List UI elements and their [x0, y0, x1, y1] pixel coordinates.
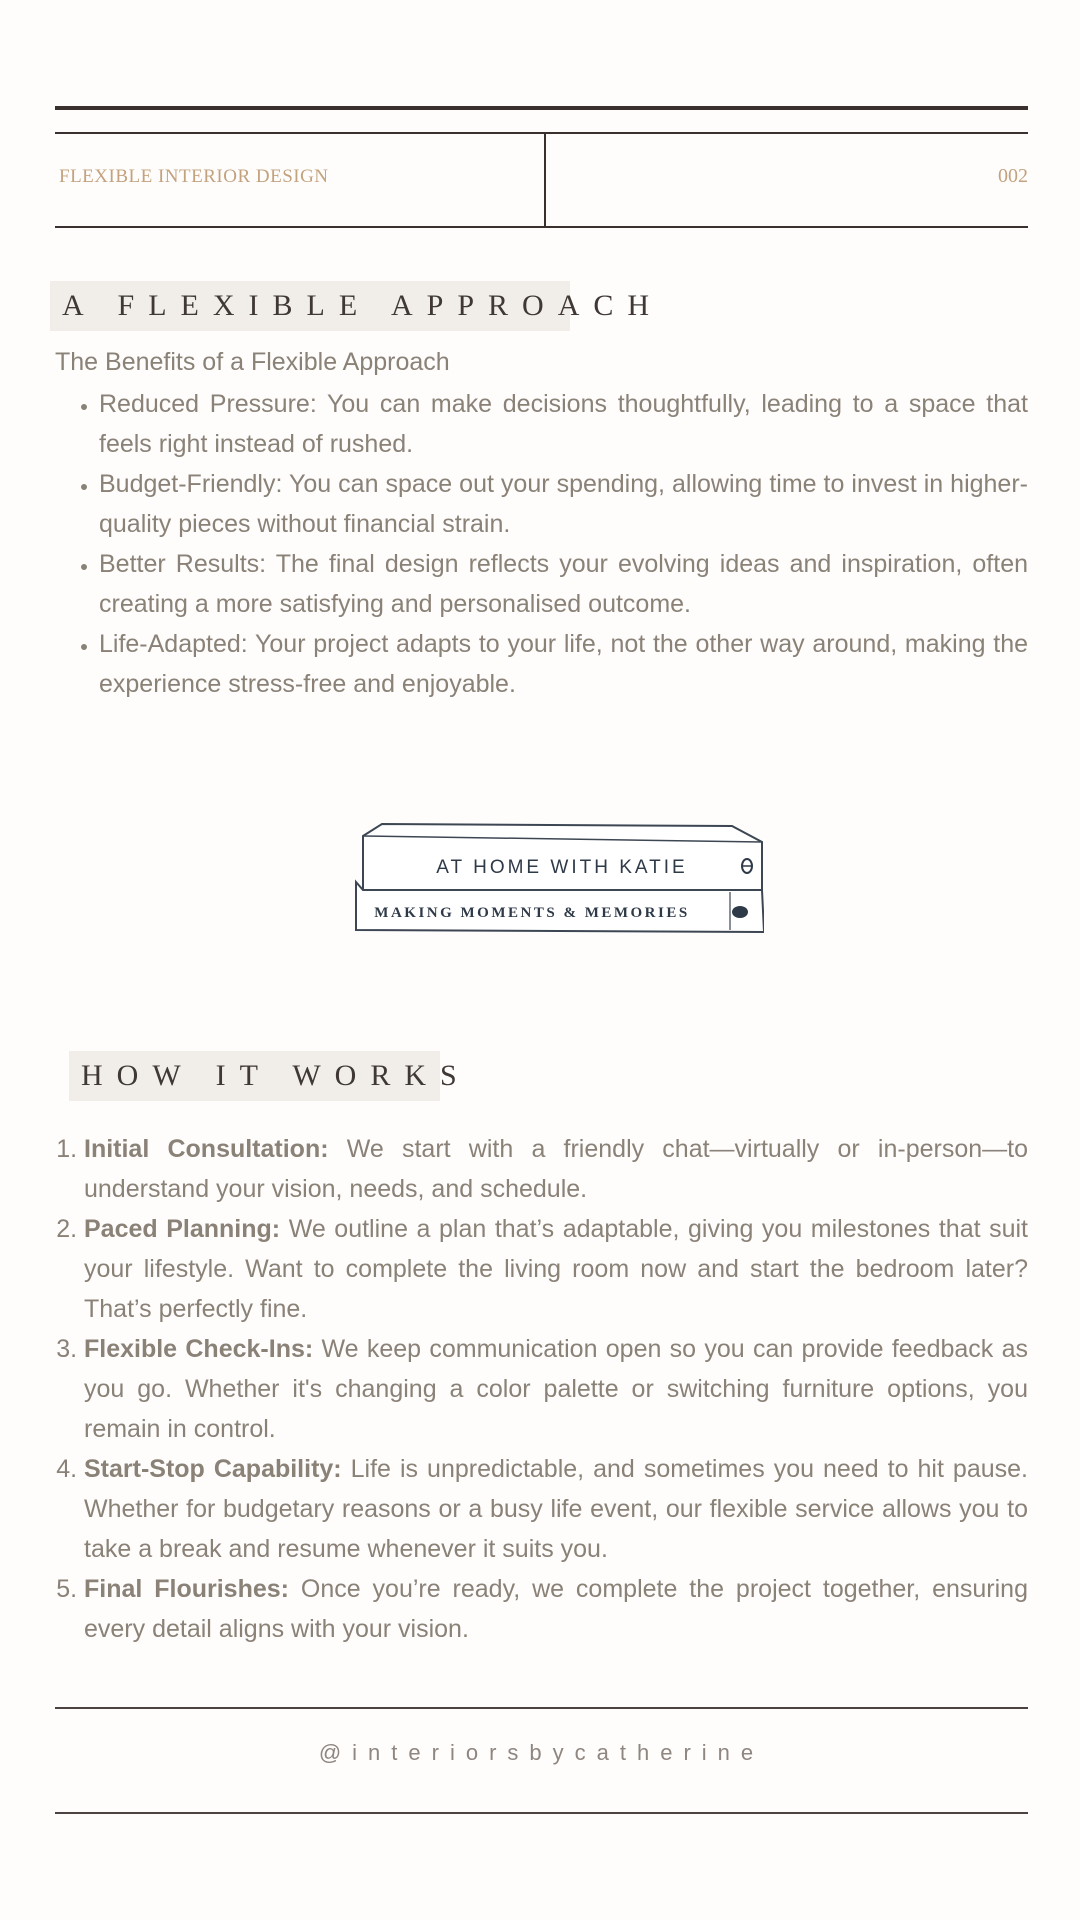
step-title: Final Flourishes: [84, 1575, 289, 1603]
list-item: • Life-Adapted: Your project adapts to your life, not the other way around, making the experience stress-free and enjoyable. [99, 624, 1028, 704]
step-title: Initial Consultation: [84, 1135, 329, 1163]
stacked-books-logo-icon [352, 818, 764, 934]
header-divider [544, 134, 546, 226]
step-text: We outline a plan that’s adaptable, giving you milestones that suit your lifestyle. Want to complete the living room now and start the bedroom later? That’s perfectly fine. [84, 1215, 1029, 1323]
step-text: Once you’re ready, we complete the project together, ensuring every detail aligns with your vision. [84, 1575, 1028, 1643]
step-text: We keep communication open so you can provide feedback as you go. Whether it's changing a color palette or switching furniture options, you remain in control. [84, 1335, 1028, 1443]
section-heading-how-it-works [69, 1051, 471, 1101]
list-item [84, 1449, 1028, 1569]
list-item [84, 1209, 1028, 1329]
steps-list [55, 1129, 1028, 1649]
header-bar [55, 132, 1028, 228]
footer-top-rule [55, 1707, 1028, 1709]
step-text: Life is unpredictable, and sometimes you need to hit pause. Whether for budgetary reasons or a busy life event, our flexible service allows you to take a break and resume whenever it suits you. [84, 1455, 1028, 1563]
step-title: Flexible Check-Ins: [84, 1335, 314, 1363]
footer-bottom-rule [55, 1812, 1028, 1814]
header-top-rule [55, 106, 1028, 110]
step-title: Start-Stop Capability: [84, 1455, 342, 1483]
logo-top-line: AT HOME WITH KATIE [436, 857, 688, 878]
logo-bottom-line: MAKING MOMENTS & MEMORIES [374, 905, 690, 921]
step-text: We start with a friendly chat—virtually or in-person—to understand your vision, needs, and schedule. [84, 1135, 1028, 1203]
section-heading-approach [50, 281, 664, 331]
list-item [84, 1129, 1028, 1209]
page-number: 002 [998, 165, 1028, 187]
benefits-list [55, 384, 1028, 704]
list-item [84, 1569, 1028, 1649]
list-item: • Reduced Pressure: You can make decisions thoughtfully, leading to a space that feels right instead of rushed. [99, 384, 1028, 464]
list-item [84, 1329, 1028, 1449]
benefits-subtitle: The Benefits of a Flexible Approach [55, 348, 450, 376]
section-heading-text: HOW IT WORKS [81, 1059, 471, 1092]
document-title: FLEXIBLE INTERIOR DESIGN [59, 166, 329, 187]
social-handle: @interiorsbycatherine [318, 1740, 765, 1765]
section-heading-text: A FLEXIBLE APPROACH [62, 289, 664, 322]
step-title: Paced Planning: [84, 1215, 281, 1243]
list-item: • Better Results: The final design reflects your evolving ideas and inspiration, often creating a more satisfying and personalised outcome. [99, 544, 1028, 624]
list-item: • Budget-Friendly: You can space out your spending, allowing time to invest in higher-quality pieces without financial strain. [99, 464, 1028, 544]
